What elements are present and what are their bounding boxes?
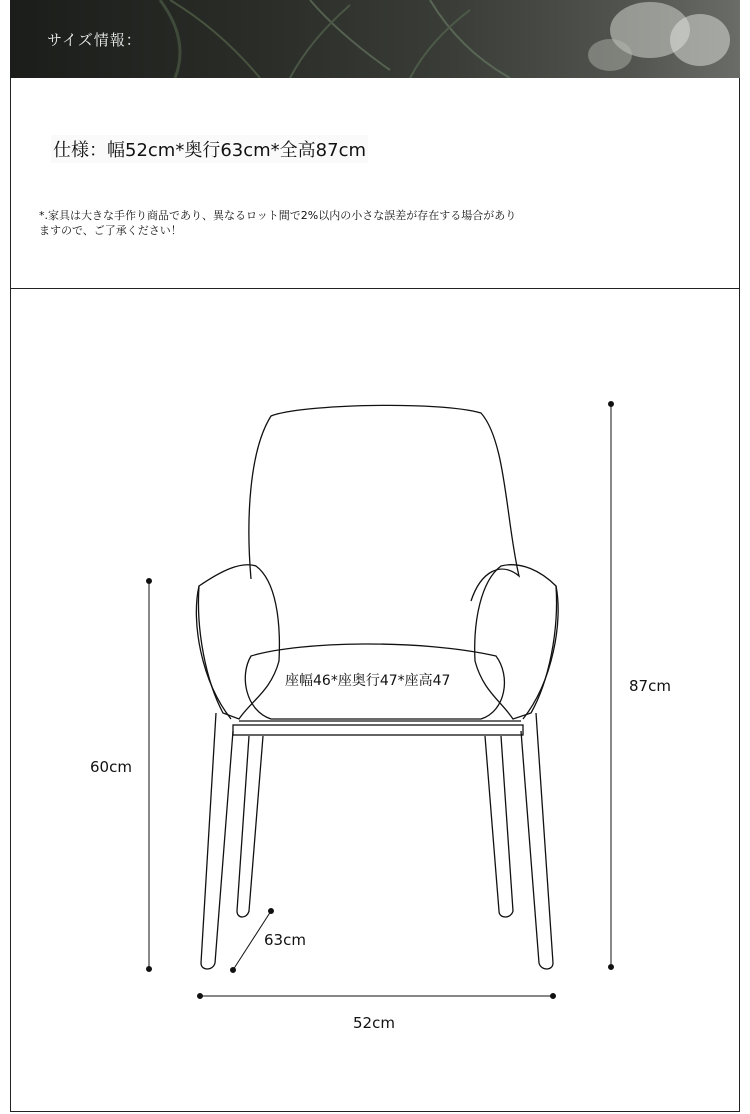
seat-height-label: 60cm bbox=[90, 758, 132, 776]
total-height-label: 87cm bbox=[629, 677, 671, 695]
chair-left-arm bbox=[198, 565, 279, 719]
diagram-panel bbox=[10, 288, 740, 1112]
chair-backrest bbox=[249, 405, 519, 601]
chair-leg-back-right bbox=[485, 736, 513, 917]
spec-disclaimer: *.家具は大きな手作り商品であり、異なるロット間で2%以内の小さな誤差が存在する場合がありますので、ご了承ください！ bbox=[39, 209, 517, 237]
section-title: サイズ情報： bbox=[47, 31, 142, 49]
depth-label: 63cm bbox=[264, 931, 306, 949]
chair-right-arm bbox=[475, 565, 557, 719]
chair-diagram bbox=[1, 1, 750, 1114]
spec-dimensions: 仕様：幅52cm*奥行63cm*全高87cm bbox=[51, 135, 368, 163]
width-label: 52cm bbox=[353, 1014, 395, 1032]
chair-leg-back-left bbox=[237, 736, 263, 917]
chair-leg-front-right bbox=[521, 713, 553, 969]
seat-dimensions-label: 座幅46*座奥行47*座高47 bbox=[285, 673, 451, 689]
chair-leg-front-left bbox=[201, 713, 233, 969]
